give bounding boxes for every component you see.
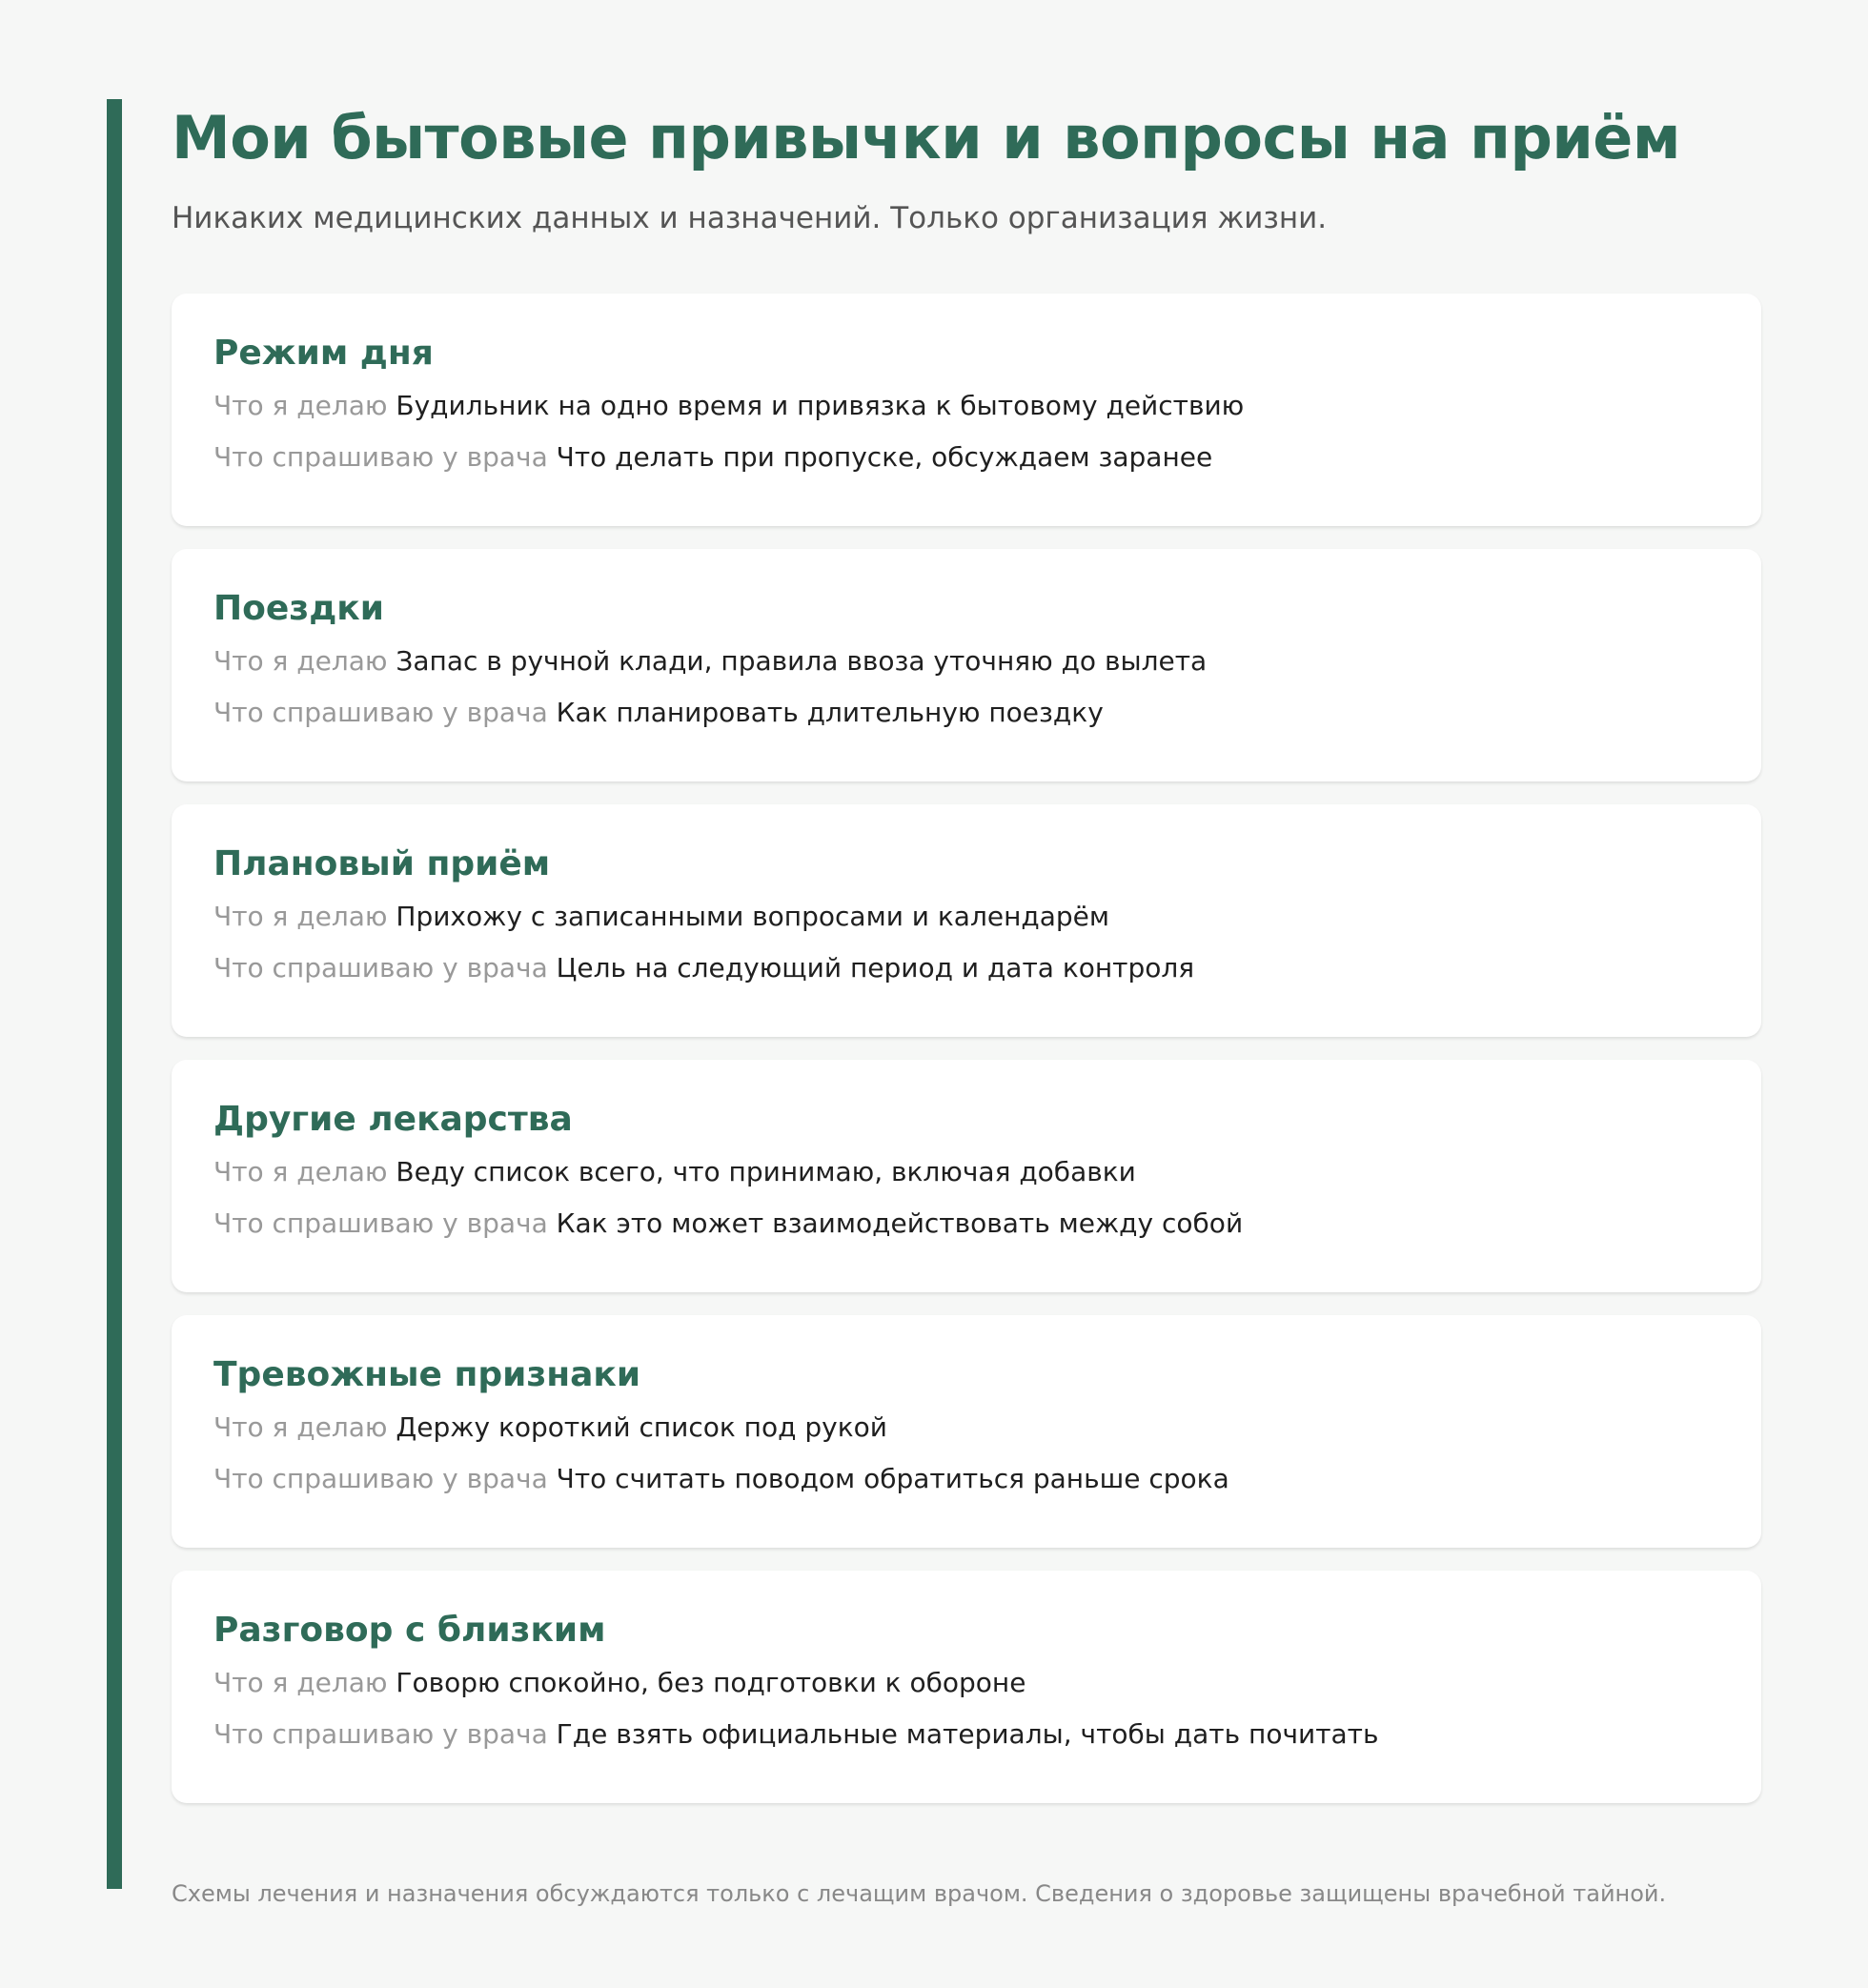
- card-row-doing: [213, 1407, 1719, 1449]
- footer-note: Схемы лечения и назначения обсуждаются только с лечащим врачом. Сведения о здоровье защищены врачебной тайной.: [172, 1880, 1667, 1907]
- card-title: Разговор с близким: [213, 1611, 606, 1650]
- row-value-doing: Держу короткий список под рукой: [396, 1411, 887, 1443]
- card-row-asking: [213, 692, 1719, 734]
- card-list: [172, 294, 1761, 1803]
- card-row-asking: [213, 436, 1719, 478]
- page-subtitle: Никаких медицинских данных и назначений. Только организация жизни.: [172, 201, 1328, 235]
- card-warning-signs: [172, 1315, 1761, 1548]
- card-row-asking: [213, 947, 1719, 989]
- row-label-asking: Что спрашиваю у врача: [213, 1463, 548, 1494]
- card-daily-routine: [172, 294, 1761, 526]
- row-label-asking: Что спрашиваю у врача: [213, 1207, 548, 1239]
- main-content: [172, 99, 1761, 1826]
- page-title: Мои бытовые привычки и вопросы на приём: [172, 103, 1680, 172]
- row-label-doing: Что я делаю: [213, 1156, 388, 1187]
- row-label-doing: Что я делаю: [213, 390, 388, 421]
- row-value-asking: Что делать при пропуске, обсуждаем заранее: [556, 441, 1213, 473]
- row-value-asking: Где взять официальные материалы, чтобы дать почитать: [556, 1718, 1379, 1750]
- row-value-asking: Как это может взаимодействовать между собой: [556, 1207, 1244, 1239]
- accent-bar: [107, 99, 122, 1889]
- row-label-asking: Что спрашиваю у врача: [213, 441, 548, 473]
- row-label-asking: Что спрашиваю у врача: [213, 1718, 548, 1750]
- row-value-doing: Запас в ручной клади, правила ввоза уточняю до вылета: [396, 645, 1208, 677]
- row-value-doing: Будильник на одно время и привязка к бытовому действию: [396, 390, 1245, 421]
- row-value-asking: Как планировать длительную поездку: [556, 697, 1104, 728]
- row-value-doing: Говорю спокойно, без подготовки к обороне: [396, 1667, 1026, 1698]
- card-title: Другие лекарства: [213, 1100, 573, 1139]
- row-value-doing: Прихожу с записанными вопросами и календарём: [396, 901, 1110, 932]
- card-talk-with-close-one: [172, 1571, 1761, 1803]
- card-title: Плановый приём: [213, 844, 551, 883]
- card-row-doing: [213, 385, 1719, 427]
- card-trips: [172, 549, 1761, 781]
- card-title: Поездки: [213, 589, 384, 628]
- card-title: Режим дня: [213, 334, 434, 373]
- row-label-doing: Что я делаю: [213, 645, 388, 677]
- row-label-doing: Что я делаю: [213, 901, 388, 932]
- row-label-asking: Что спрашиваю у врача: [213, 952, 548, 984]
- card-row-doing: [213, 640, 1719, 682]
- card-title: Тревожные признаки: [213, 1355, 641, 1394]
- card-row-asking: [213, 1203, 1719, 1245]
- card-row-asking: [213, 1714, 1719, 1755]
- card-planned-visit: [172, 804, 1761, 1037]
- row-label-doing: Что я делаю: [213, 1667, 388, 1698]
- card-row-doing: [213, 896, 1719, 938]
- card-row-asking: [213, 1458, 1719, 1500]
- row-value-asking: Цель на следующий период и дата контроля: [556, 952, 1195, 984]
- card-row-doing: [213, 1151, 1719, 1193]
- row-value-doing: Веду список всего, что принимаю, включая добавки: [396, 1156, 1136, 1187]
- row-label-asking: Что спрашиваю у врача: [213, 697, 548, 728]
- card-row-doing: [213, 1662, 1719, 1704]
- card-other-medicines: [172, 1060, 1761, 1292]
- row-value-asking: Что считать поводом обратиться раньше срока: [556, 1463, 1229, 1494]
- row-label-doing: Что я делаю: [213, 1411, 388, 1443]
